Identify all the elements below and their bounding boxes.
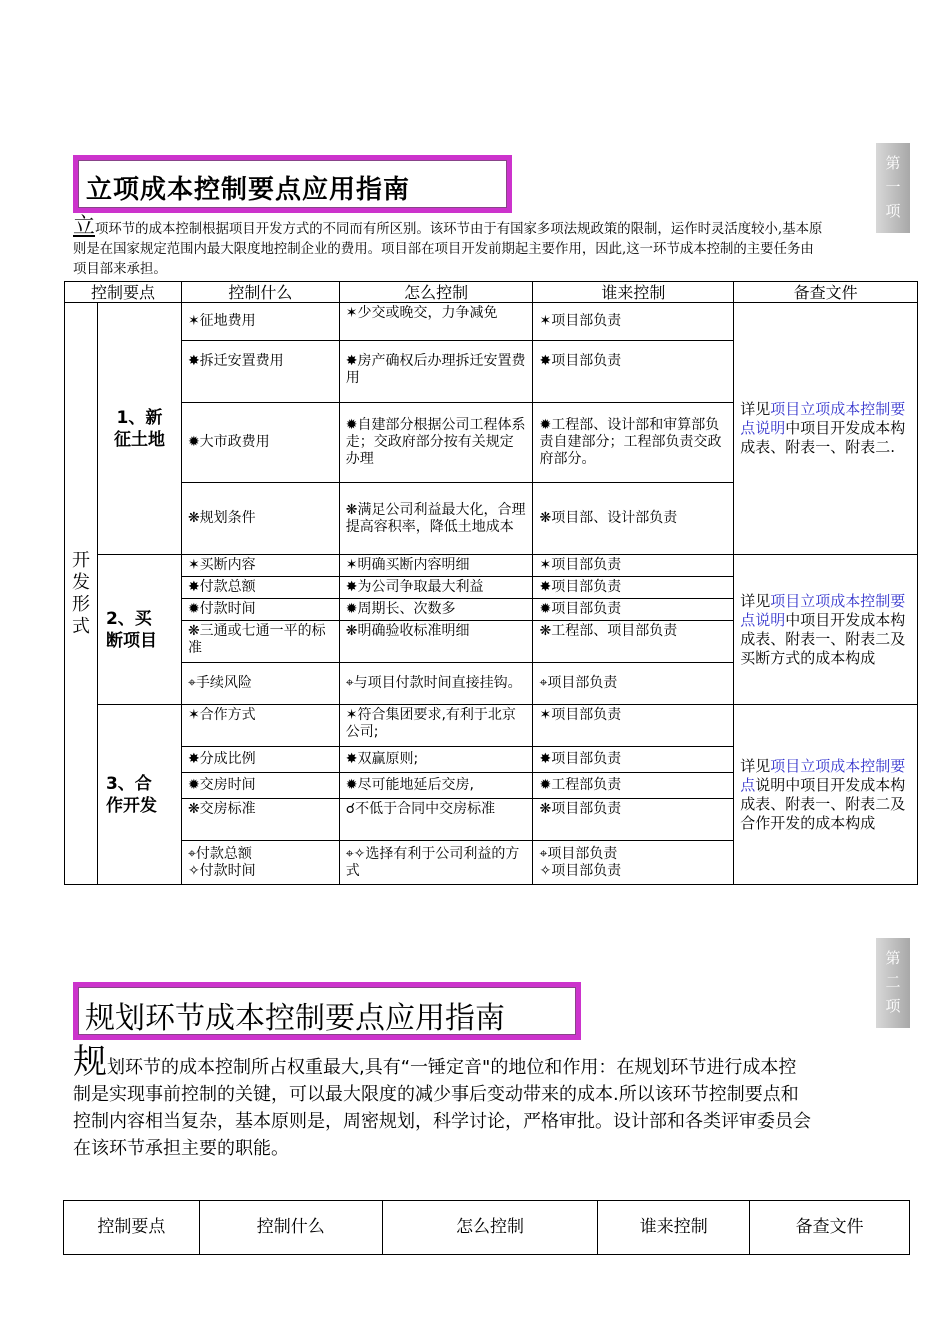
cell-who: ⌖项目部负责 (533, 663, 734, 705)
group-name-1: 1、新征土地 (97, 303, 181, 555)
header-reference: 备查文件 (734, 282, 918, 303)
intro-drop-char: 规 (73, 1042, 107, 1082)
cell-what: ✹大市政费用 (181, 403, 339, 483)
section1-title-box (73, 155, 512, 213)
cell-what: ✹付款时间 (181, 599, 339, 621)
cell-what: ✹交房时间 (181, 773, 339, 799)
section2-title-box (73, 982, 581, 1040)
cell-what: ❋规划条件 (181, 483, 339, 555)
cell-how: ✶少交或晚交，力争减免 (339, 303, 533, 341)
cell-how: ☌不低于合同中交房标准 (339, 799, 533, 841)
header-who: 谁来控制 (533, 282, 734, 303)
cell-what: ❋交房标准 (181, 799, 339, 841)
reference-cell-3: 详见项目立项成本控制要点说明中项目开发成本构成表、附表一、附表二及合作开发的成本构成 (734, 705, 918, 885)
cell-how: ⌖与项目付款时间直接挂钩。 (339, 663, 533, 705)
cell-what: ✶合作方式 (181, 705, 339, 747)
cell-how: ✶明确买断内容明细 (339, 555, 533, 577)
tab-char: 项 (885, 997, 901, 1015)
table-row (65, 303, 918, 341)
cell-who: ✹工程部负责 (533, 773, 734, 799)
cell-how: ✹尽可能地延后交房, (339, 773, 533, 799)
tab-char: 项 (885, 202, 901, 220)
header-what: 控制什么 (181, 282, 339, 303)
cell-how: ✸为公司争取最大利益 (339, 577, 533, 599)
section2-tab (876, 938, 910, 1028)
cell-what: ✶买断内容 (181, 555, 339, 577)
cell-how: ✸双赢原则; (339, 747, 533, 773)
table-row (65, 555, 918, 577)
table-header-row (65, 282, 918, 303)
cell-who: ✹工程部、设计部和审算部负责自建部分；工程部负责交政府部分。 (533, 403, 734, 483)
reference-link[interactable]: 项目立项成本控制要点说明 (740, 591, 906, 629)
intro-text: 划环节的成本控制所占权重最大,具有“一锤定音"的地位和作用：在规划环节进行成本控制是实现事前控制的关键，可以最大限度的减少事后变动带来的成本.所以该环节控制要点和控制内容相当复杂，基本原则是，周密规划，科学讨论，严格审批。设计部和各类评审委员会在该环节承担主要的职能。 (73, 1057, 811, 1159)
category-label: 开发形式 (71, 549, 90, 637)
cell-how: ⌖✧选择有利于公司利益的方式 (339, 841, 533, 885)
cell-who: ❋工程部、项目部负责 (533, 621, 734, 663)
tab-char: 二 (885, 973, 901, 991)
cell-what: ⌖付款总额 ✧付款时间 (181, 841, 339, 885)
cell-who: ❋项目部、设计部负责 (533, 483, 734, 555)
header-control-point: 控制要点 (65, 282, 182, 303)
cell-what: ❋三通或七通一平的标准 (181, 621, 339, 663)
cell-who: ✸项目部负责 (533, 577, 734, 599)
section1-intro (73, 214, 823, 280)
intro-text: 项环节的成本控制根据项目开发方式的不同而有所区别。该环节由于有国家多项法规政策的限制，运作时灵活度较小,基本原则是在国家规定范围内最大限度地控制企业的费用。项目部在项目开发前期起主要作用，因此,这一环节成本控制的主要任务由项目部来承担。 (73, 222, 823, 277)
cell-how: ✹周期长、次数多 (339, 599, 533, 621)
header-who: 谁来控制 (598, 1201, 750, 1255)
table-row (65, 705, 918, 747)
cell-what: ✸分成比例 (181, 747, 339, 773)
cell-who: ✶项目部负责 (533, 705, 734, 747)
cell-how: ❋明确验收标准明细 (339, 621, 533, 663)
section1-table (64, 281, 918, 885)
cell-how: ❋满足公司利益最大化，合理提高容积率，降低土地成本 (339, 483, 533, 555)
header-control-point: 控制要点 (64, 1201, 200, 1255)
cell-who: ✹项目部负责 (533, 599, 734, 621)
header-reference: 备查文件 (750, 1201, 910, 1255)
header-how: 怎么控制 (382, 1201, 598, 1255)
section2-title: 规划环节成本控制要点应用指南 (85, 1001, 505, 1036)
header-what: 控制什么 (199, 1201, 382, 1255)
section2-table (63, 1200, 910, 1255)
tab-char: 第 (885, 154, 901, 172)
reference-link[interactable]: 项目立项成本控制要点说明 (740, 400, 906, 437)
group-name-2: 2、买断项目 (97, 555, 181, 705)
cell-who: ✶项目部负责 (533, 303, 734, 341)
cell-how: ✹自建部分根据公司工程体系走；交政府部分按有关规定办理 (339, 403, 533, 483)
section1-title: 立项成本控制要点应用指南 (86, 175, 411, 205)
reference-cell-1: 详见项目立项成本控制要点说明中项目开发成本构成表、附表一、附表二. (734, 303, 918, 555)
cell-who: ❋项目部负责 (533, 799, 734, 841)
section1-tab (876, 143, 910, 233)
cell-who: ✸项目部负责 (533, 747, 734, 773)
reference-link[interactable]: 项目立项成本控制要点 (740, 756, 906, 794)
cell-how: ✸房产确权后办理拆迁安置费用 (339, 341, 533, 403)
header-how: 怎么控制 (339, 282, 533, 303)
cell-who: ⌖项目部负责 ✧项目部负责 (533, 841, 734, 885)
cell-what: ✶征地费用 (181, 303, 339, 341)
category-cell (65, 303, 98, 885)
tab-char: 第 (885, 949, 901, 967)
cell-what: ⌖手续风险 (181, 663, 339, 705)
table-header-row (64, 1201, 910, 1255)
tab-char: 一 (885, 178, 901, 196)
cell-who: ✶项目部负责 (533, 555, 734, 577)
cell-how: ✶符合集团要求,有利于北京公司; (339, 705, 533, 747)
cell-what: ✸拆迁安置费用 (181, 341, 339, 403)
group-name-3: 3、合作开发 (97, 705, 181, 885)
reference-cell-2: 详见项目立项成本控制要点说明中项目开发成本构成表、附表一、附表二及买断方式的成本构成 (734, 555, 918, 705)
section2-intro (73, 1042, 813, 1162)
intro-drop-char: 立 (73, 214, 96, 239)
cell-who: ✸项目部负责 (533, 341, 734, 403)
cell-what: ✸付款总额 (181, 577, 339, 599)
